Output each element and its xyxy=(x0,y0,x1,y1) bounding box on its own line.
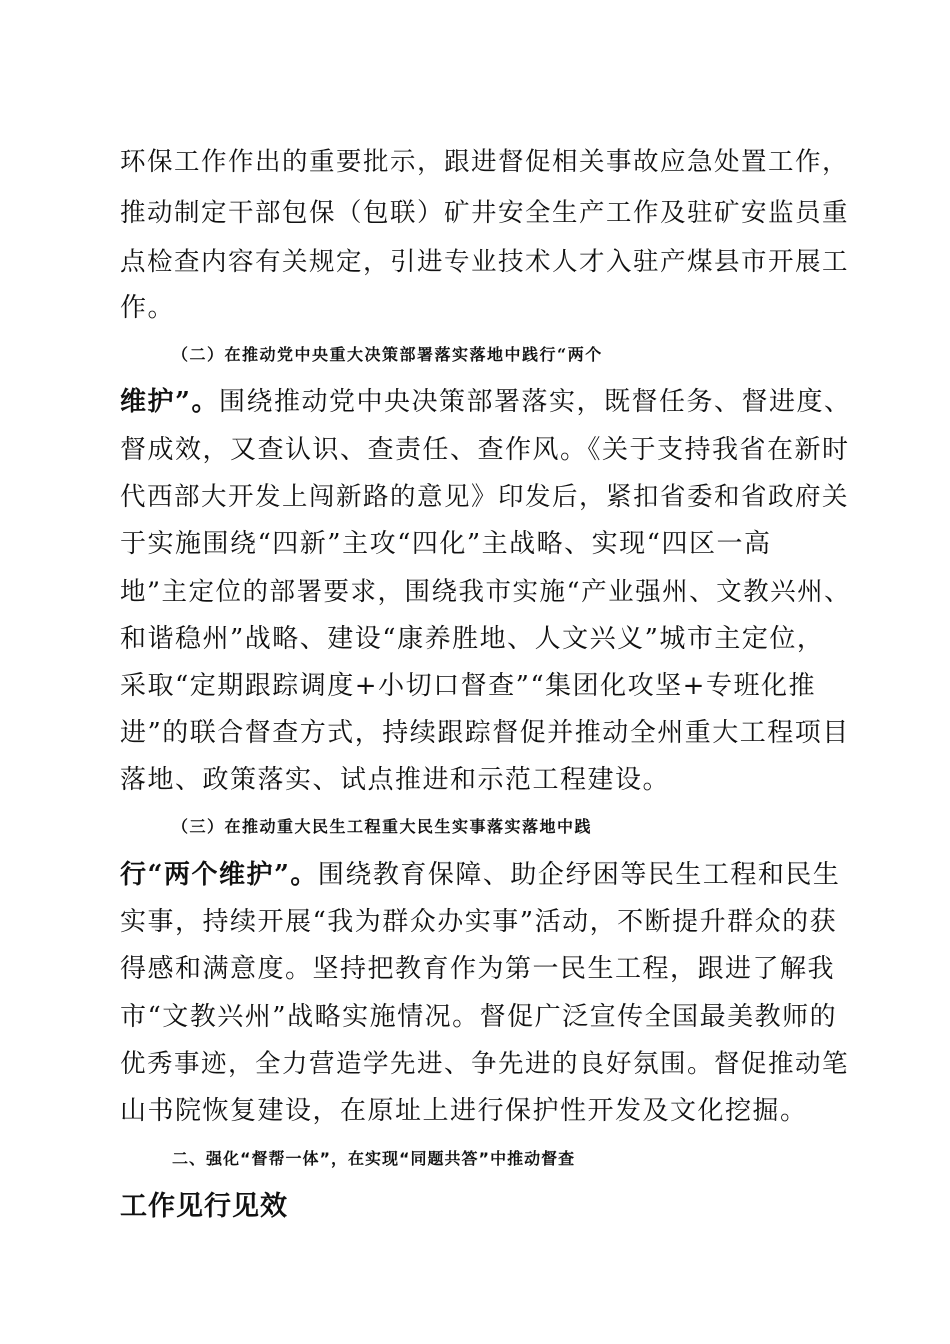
subsection-heading-3: （三）在推动重大民生工程重大民生实事落实落地中践 xyxy=(172,817,593,836)
body-line: 推动制定干部包保（包联）矿井安全生产工作及驻矿安监员重 xyxy=(120,198,850,228)
body-line: 优秀事迹，全力营造学先进、争先进的良好氛围。督促推动笔 xyxy=(120,1049,850,1079)
subsection-heading-3-cont: 行“两个维护”。 xyxy=(120,860,318,890)
body-line: 市“文教兴州”战略实施情况。督促广泛宣传全国最美教师的 xyxy=(120,1002,838,1032)
body-line: 督成效，又查认识、查责任、查作风。《关于支持我省在新时 xyxy=(120,435,850,465)
body-line: 进”的联合督查方式，持续跟踪督促并推动全州重大工程项目 xyxy=(120,718,850,748)
section-heading-cont: 工作见行见效 xyxy=(120,1191,288,1222)
subsection-heading-2-cont: 维护”。 xyxy=(120,387,219,417)
body-line: 落地、政策落实、试点推进和示范工程建设。 xyxy=(120,765,671,795)
body-line: 于实施围绕“四新”主攻“四化”主战略、实现“四区一高 xyxy=(120,529,772,559)
body-text: 围绕推动党中央决策部署落实，既督任务、督进度、 xyxy=(218,387,852,417)
body-line: 得感和满意度。坚持把教育作为第一民生工程，跟进了解我 xyxy=(120,954,836,984)
body-line: 采取“定期跟踪调度+小切口督查”“集团化攻坚+专班化推 xyxy=(120,671,816,701)
body-line: 实事，持续开展“我为群众办实事”活动，不断提升群众的获 xyxy=(120,907,838,937)
body-line: 作。 xyxy=(120,293,176,323)
body-line: 山书院恢复建设，在原址上进行保护性开发及文化挖掘。 xyxy=(120,1096,808,1126)
body-text: 围绕教育保障、助企纾困等民生工程和民生 xyxy=(317,860,841,890)
body-line xyxy=(120,385,850,419)
body-line: 点检查内容有关规定，引进专业技术人才入驻产煤县市开展工 xyxy=(120,247,850,277)
subsection-heading-2: （二）在推动党中央重大决策部署落实落地中践行“两个 xyxy=(172,345,603,364)
body-line: 地”主定位的部署要求，围绕我市实施“产业强州、文教兴州、 xyxy=(120,577,852,607)
body-line: 环保工作作出的重要批示，跟进督促相关事故应急处置工作， xyxy=(120,147,850,177)
body-line: 代西部大开发上闯新路的意见》印发后，紧扣省委和省政府关 xyxy=(120,482,850,512)
body-line xyxy=(120,858,850,892)
body-line: 和谐稳州”战略、建设“康养胜地、人文兴义”城市主定位， xyxy=(120,624,825,654)
section-heading: 二、强化“督帮一体”，在实现“同题共答”中推动督查 xyxy=(172,1149,576,1168)
